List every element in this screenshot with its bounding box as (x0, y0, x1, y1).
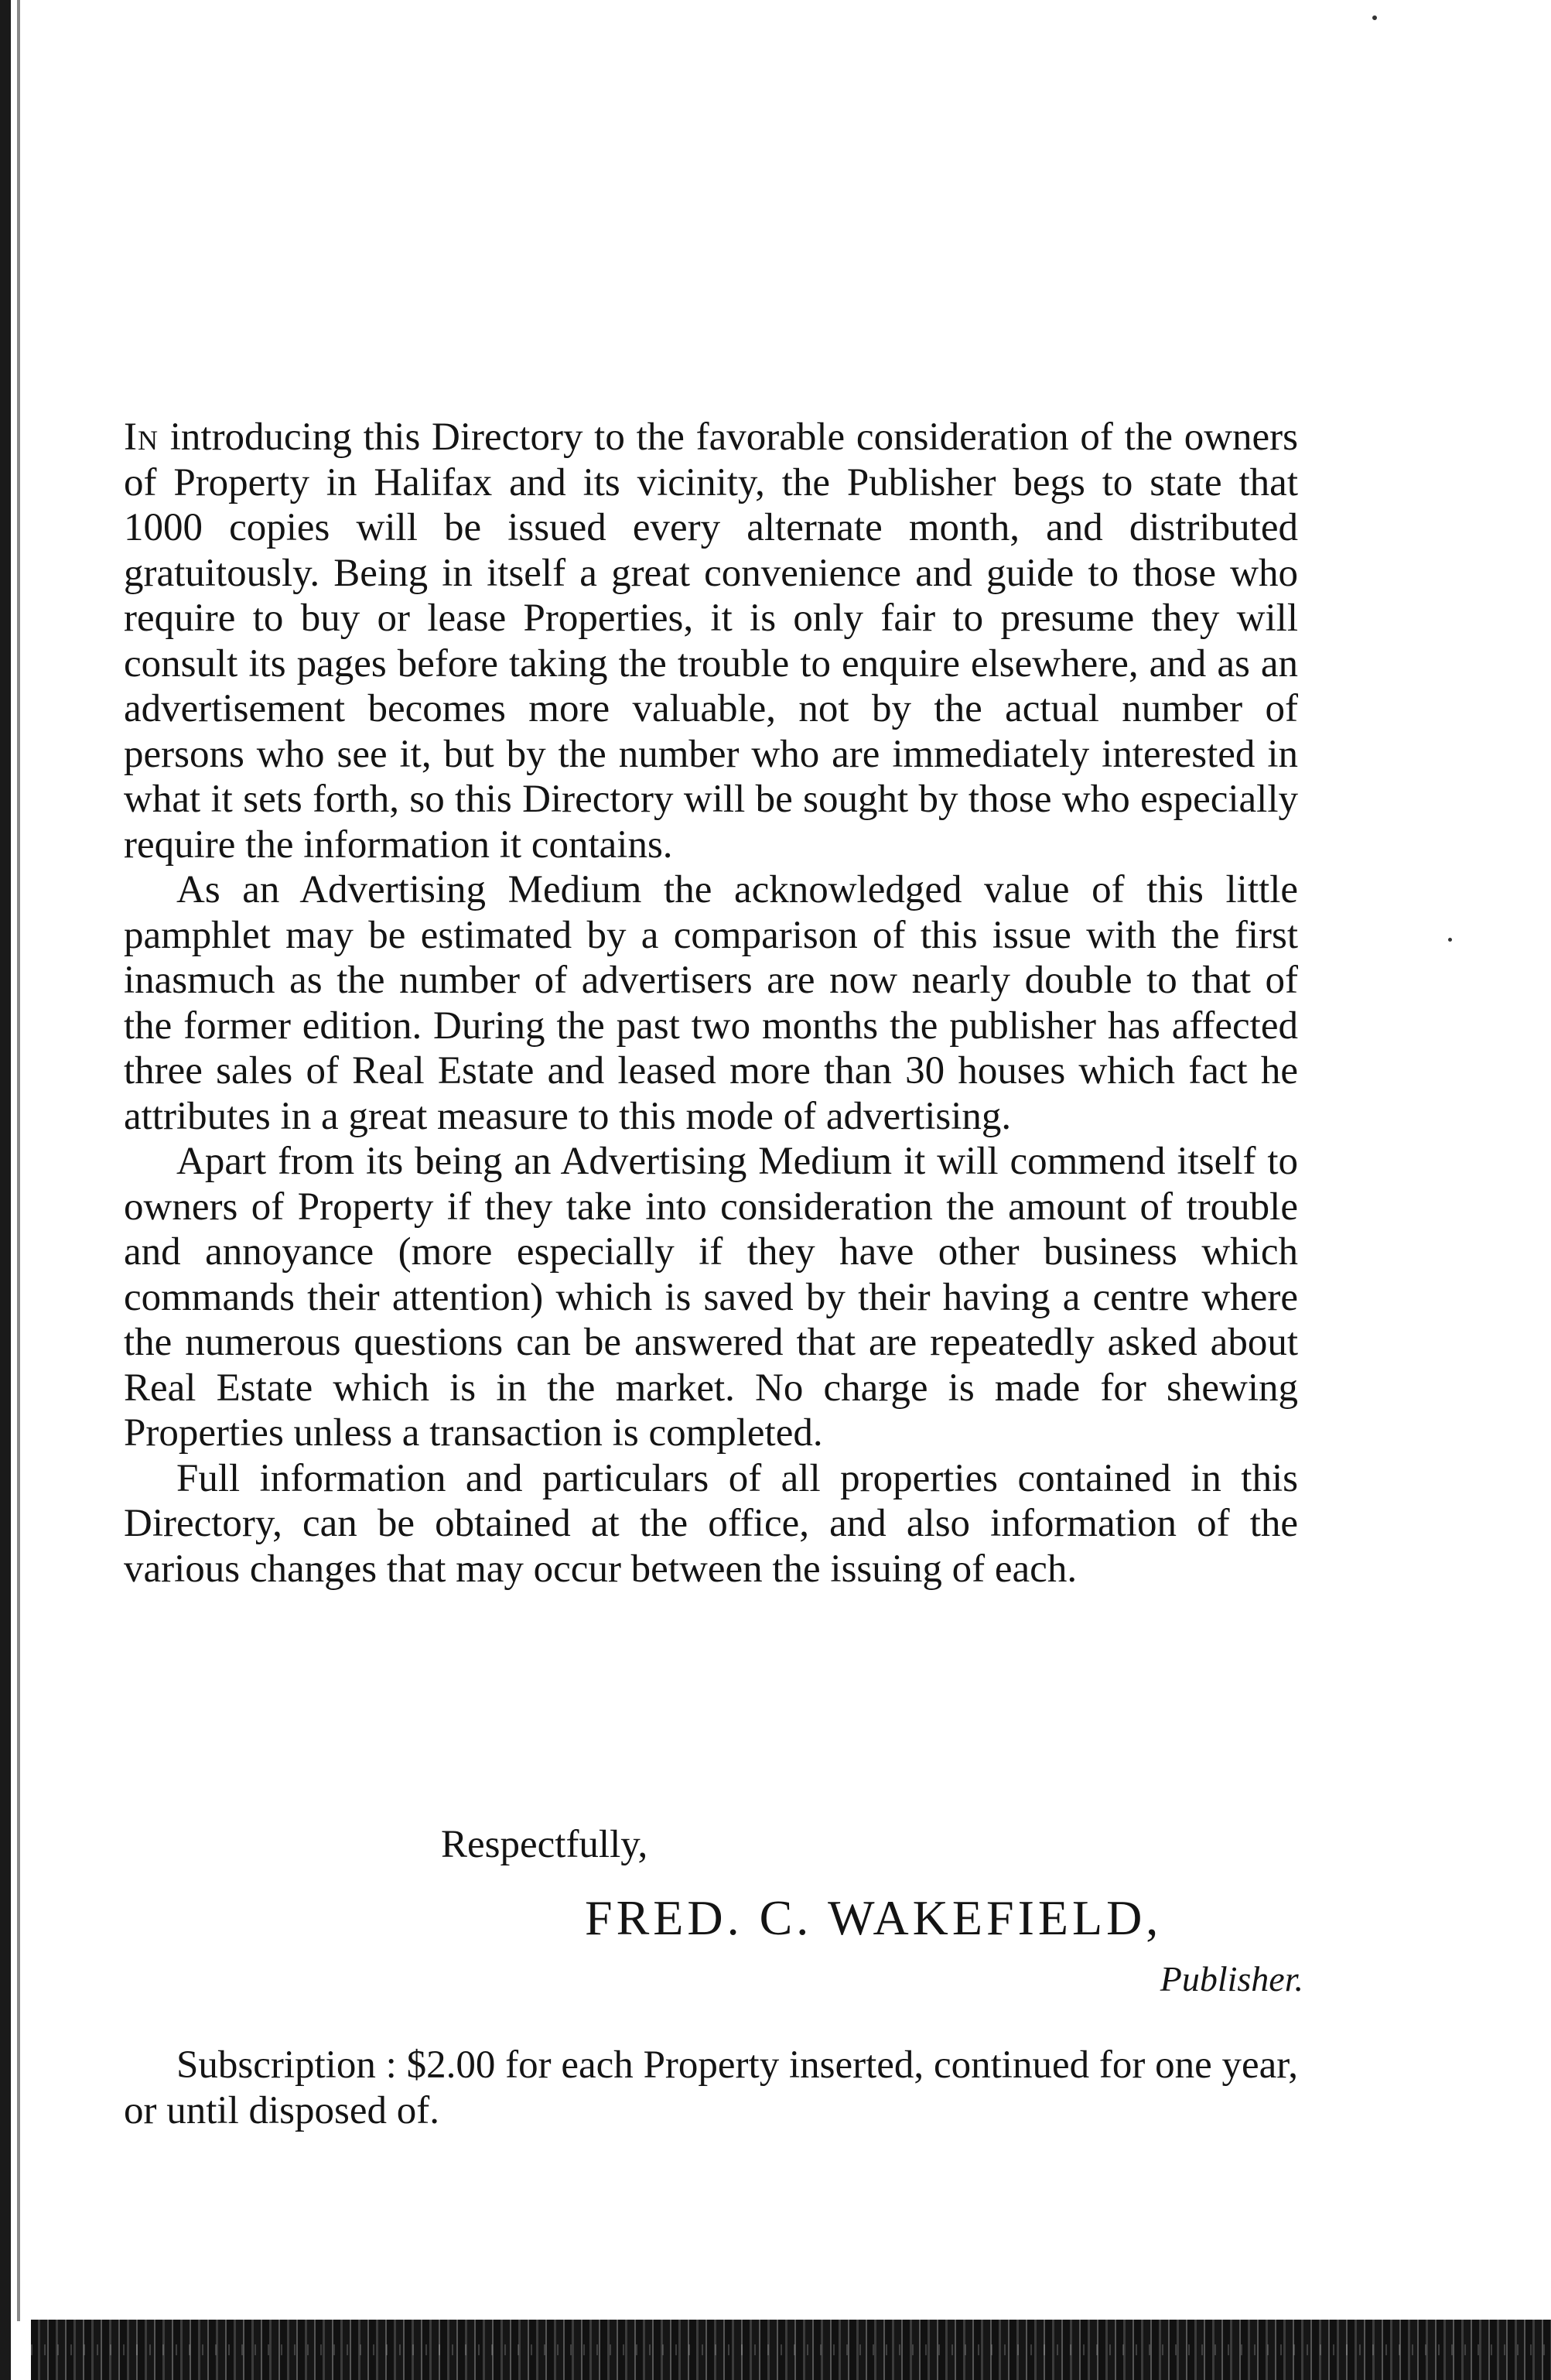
subscription-note (124, 2043, 1298, 2133)
paragraph-body: introducing this Directory to the favorable consideration of the owners of Property in Halifax and its vicinity, the Publisher begs to state that 1000 copies will be issued every alternate month, and distributed gratuitously. Being in itself a great convenience and guide to those who require to buy or lease Properties, it is only fair to presume they will consult its pages before taking the trouble to enquire elsewhere, and as an advertisement becomes more valuable, not by the actual number of persons who see it, but by the number who are immediately interested in what it sets forth, so this Directory will be sought by those who especially require the information it contains. (124, 415, 1298, 867)
paragraph-advertising-medium: As an Advertising Medium the acknowledged value of this little pamphlet may be estimated by a comparison of this issue with the first inasmuch as the number of advertisers are now nearly double to that of the former edition. During the past two months the publisher has affected three sales of Real Estate and leased more than 30 houses which fact he attributes in a great measure to this mode of advertising. (124, 868, 1298, 1138)
introduction-text (124, 415, 1298, 1592)
bottom-border-texture (31, 2344, 1551, 2355)
paragraph-full-information: Full information and particulars of all properties contained in this Directory, can be obtained at the office, and also information of the various changes that may occur between the issuing of each. (124, 1456, 1298, 1591)
paragraph-owners-benefit: Apart from its being an Advertising Medium it will commend itself to owners of Property if they take into consideration the amount of trouble and annoyance (more especially if they have other business which commands their attention) which is saved by their having a centre where the numerous questions can be answered that are repeatedly asked about Real Estate which is in the market. No charge is made for shewing Properties unless a transaction is completed. (124, 1140, 1298, 1455)
scan-speck (1448, 938, 1452, 942)
scan-edge (0, 0, 11, 2380)
scan-speck (1372, 15, 1377, 20)
subscription-text: Subscription : $2.00 for each Property inserted, continued for one year, or until disposed of. (124, 2043, 1298, 2132)
paragraph-initial: In (124, 415, 159, 459)
signature-name: FRED. C. WAKEFIELD, (585, 1890, 1163, 1945)
paragraph-introduction (124, 415, 1298, 867)
scan-edge-line (17, 0, 20, 2321)
signature-title: Publisher. (1160, 1959, 1303, 1999)
closing-salutation: Respectfully, (441, 1823, 648, 1866)
